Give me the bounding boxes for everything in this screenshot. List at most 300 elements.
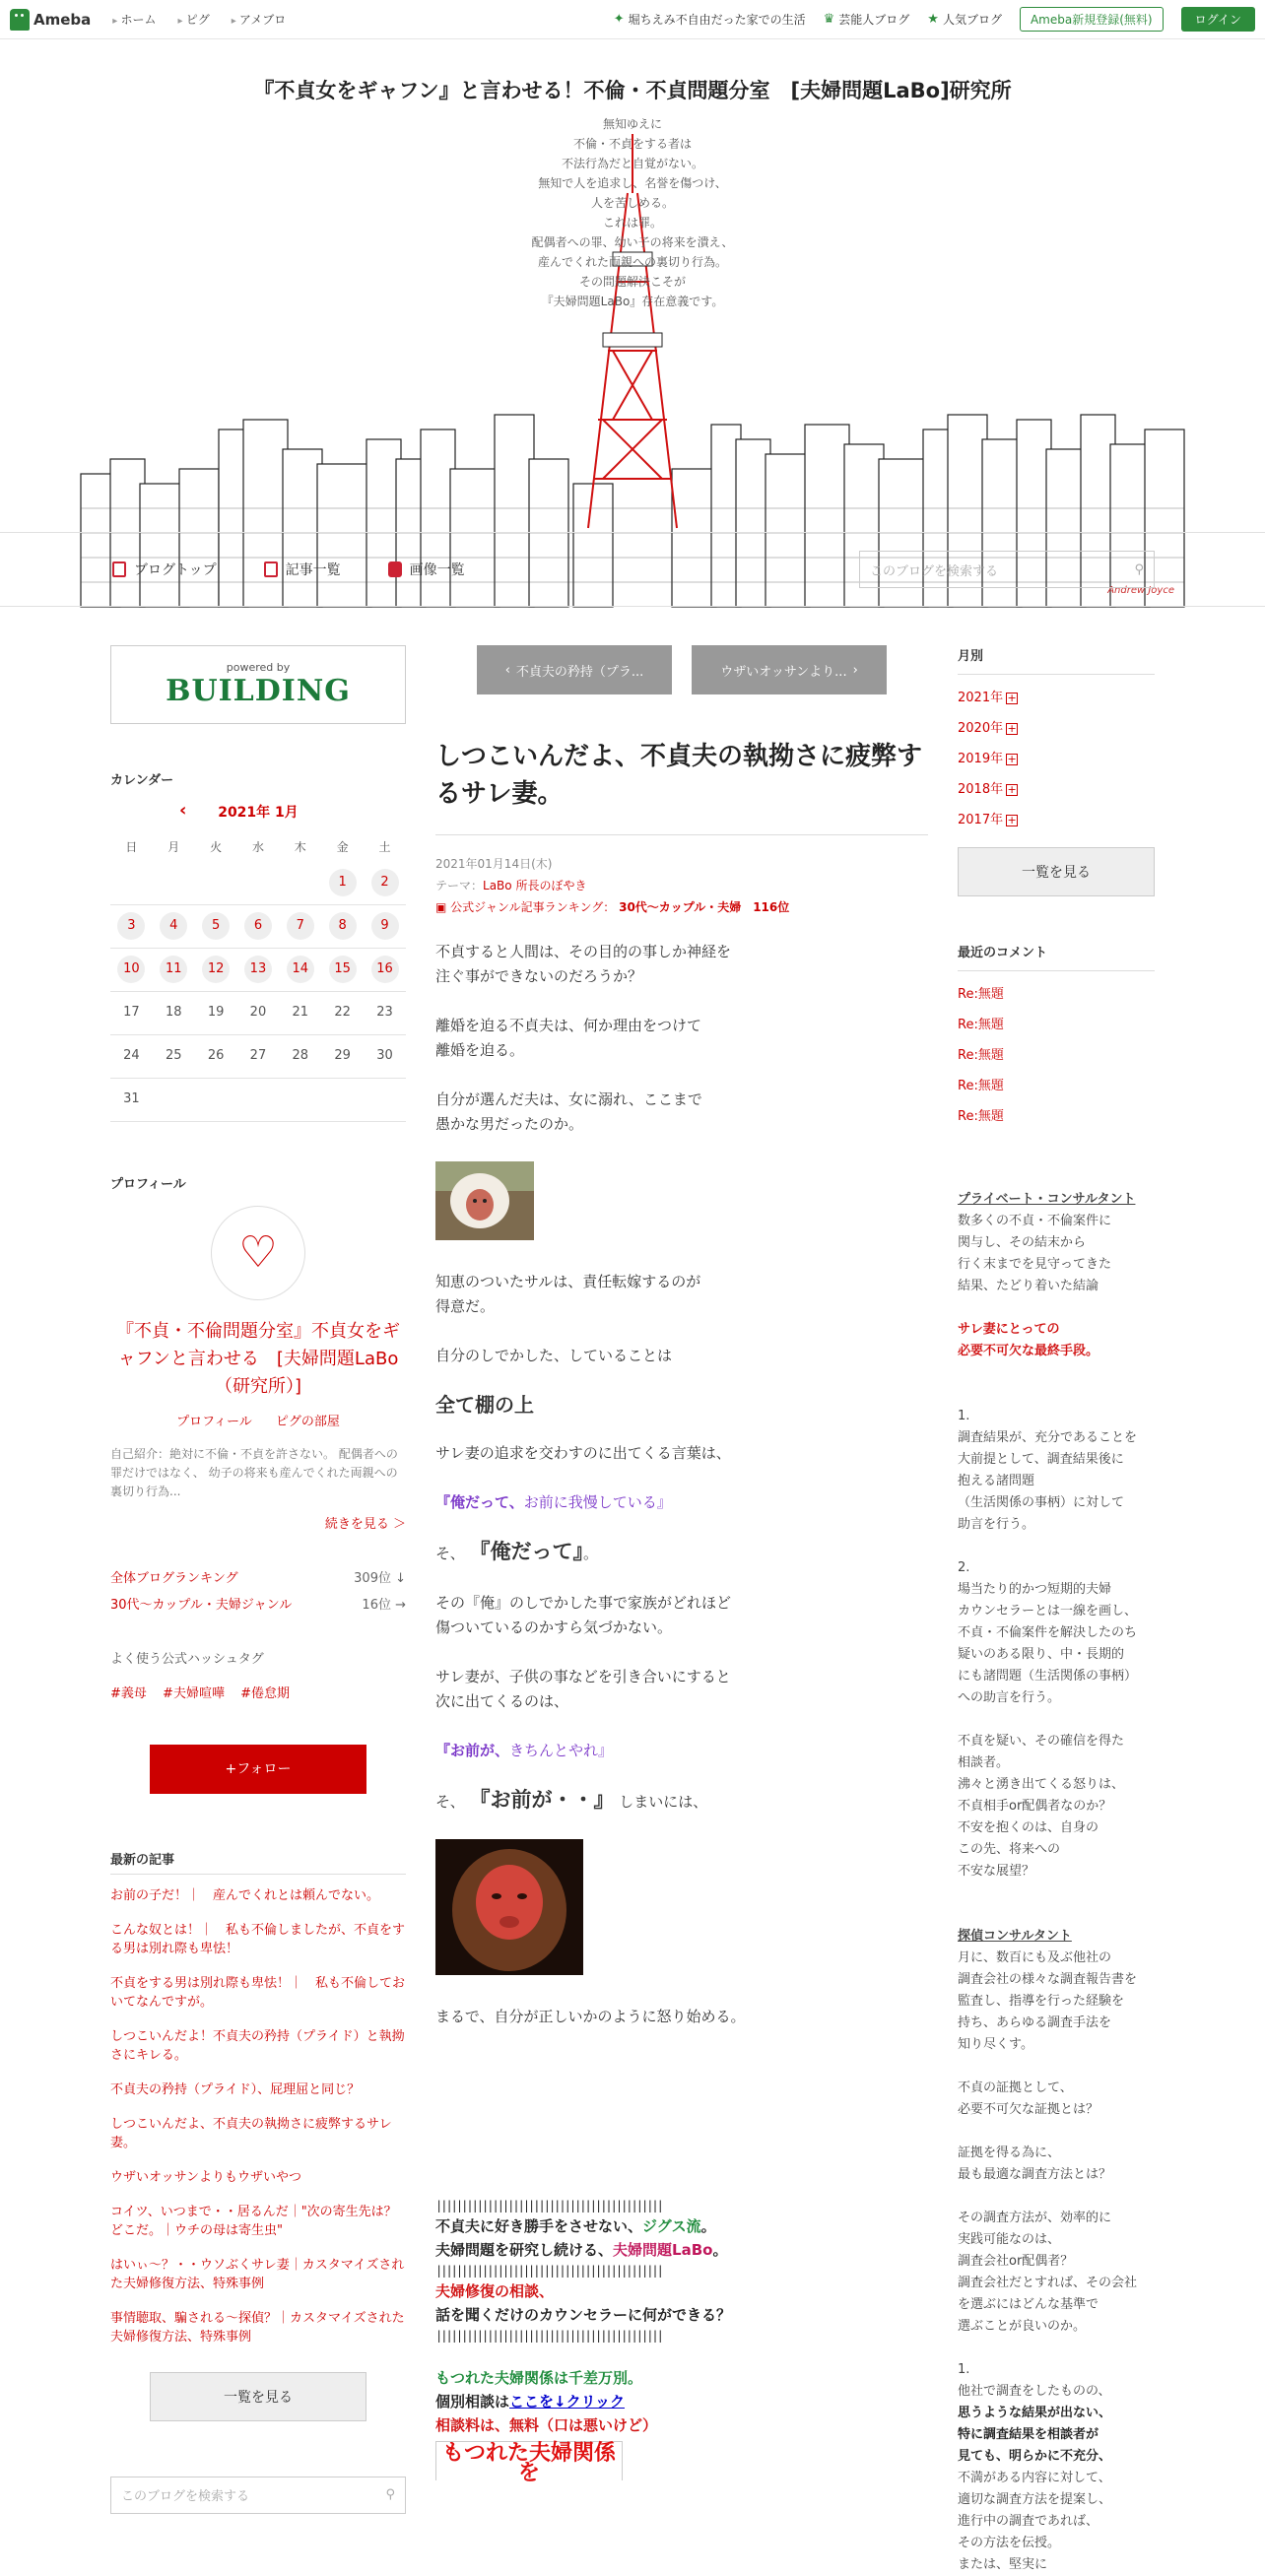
emphasis: 『俺だって』	[469, 1540, 583, 1563]
text-line: 実践可能なのは、	[958, 2232, 1061, 2247]
image-list-label: 画像一覧	[409, 562, 465, 578]
day-number: 23	[376, 1005, 393, 1020]
comment-link[interactable]: Re:無題	[958, 1079, 1004, 1093]
sidebar-search-input[interactable]	[110, 2477, 406, 2514]
trending-link[interactable]	[614, 11, 806, 28]
archive-month[interactable]	[958, 774, 1155, 805]
text-line: 助言を行う。	[958, 1517, 1035, 1532]
calendar-day	[364, 1078, 406, 1121]
text-part: そ、	[435, 1545, 465, 1562]
divider	[110, 1874, 406, 1875]
recent-post-link[interactable]: コイツ、いつまで・・居るんだ｜"次の寄生先は？どこだ。｜ウチの母は寄生虫"	[110, 2204, 397, 2238]
highlight-block	[958, 1319, 1155, 1362]
text-line: 不貞・不倫案件を解決したのち	[958, 1625, 1138, 1640]
calendar-day	[195, 861, 237, 904]
hashtag[interactable]: #倦怠期	[240, 1685, 290, 1701]
genre-ranking	[110, 1594, 406, 1613]
text-line: 選ぶことが良いのか。	[958, 2319, 1087, 2334]
genre-ranking-label[interactable]: 30代〜カップル・夫婦ジャンル	[110, 1597, 293, 1613]
weekday-label: 月	[167, 839, 180, 854]
day-number: 29	[334, 1048, 351, 1063]
day-number	[202, 867, 230, 894]
tagline-line: 『夫婦問題LaBo』存在意義です。	[541, 295, 724, 308]
calendar-day	[195, 1078, 237, 1121]
text-line: サレ妻が、子供の事などを引き合いにすると	[435, 1668, 731, 1685]
red-faced-monkey-photo[interactable]	[435, 1839, 583, 1975]
text-line: 抱える諸問題	[958, 1474, 1035, 1488]
text-line: 見ても、明らかに不充分、	[958, 2449, 1112, 2464]
text-line: 最も最適な調査方法とは？	[958, 2167, 1112, 2182]
blog-nav	[0, 532, 1265, 607]
hashtag[interactable]: #夫婦喧嘩	[163, 1685, 225, 1701]
plus-icon[interactable]: +	[1007, 782, 1017, 796]
promo-line	[435, 2238, 928, 2262]
left-sidebar	[110, 645, 406, 2514]
text-line: 数多くの不貞・不倫案件に	[958, 1214, 1112, 1228]
calendar-day	[237, 1078, 280, 1121]
header-right	[614, 7, 1255, 32]
consultant-info	[958, 1189, 1155, 2576]
calendar-day[interactable]	[237, 948, 280, 991]
plus-icon[interactable]: +	[1007, 813, 1017, 826]
calendar-week	[110, 991, 406, 1034]
quote	[435, 1490, 928, 1515]
read-more-link[interactable]: 続きを見る ＞	[324, 1516, 406, 1532]
paragraph: 自分のしでかした、していることは	[435, 1347, 673, 1364]
tagline-line: 不法行為だと自覚がない。	[561, 157, 703, 170]
text-line: 調査会社の様々な調査報告書を	[958, 1972, 1138, 1987]
day-number: 17	[123, 1005, 140, 1020]
text-line: 不貞の証拠として、	[958, 2081, 1073, 2095]
text-line: 不貞を疑い、その確信を得た	[958, 1734, 1125, 1749]
article-date: 2021年01月14日(木)	[435, 857, 553, 871]
calendar-day[interactable]	[321, 948, 364, 991]
calendar-day	[279, 1078, 321, 1121]
paragraph	[435, 940, 928, 989]
text-line: または、堅実に	[958, 2557, 1048, 2572]
divider	[958, 970, 1155, 971]
ranking-label: 公式ジャンル記事ランキング：	[450, 900, 616, 914]
pigg-room-link[interactable]: ピグの部屋	[275, 1414, 340, 1429]
calendar-day[interactable]	[279, 904, 321, 948]
highlight-block	[958, 2403, 1155, 2468]
article-list-link[interactable]	[264, 560, 341, 579]
recent-post-link[interactable]: お前の子だ！｜ 産んでくれとは頼んでない。	[110, 1887, 380, 1903]
day-number: 6	[244, 912, 272, 940]
text-line: 調査会社or配偶者？	[958, 2254, 1074, 2269]
private-consultant-heading: プライベート・コンサルタント	[958, 1192, 1136, 1207]
celeb-blog-link[interactable]	[824, 11, 910, 28]
calendar-day[interactable]	[237, 904, 280, 948]
calendar-day	[237, 861, 280, 904]
paragraph: まるで、自分が正しいかのように怒り始める。	[435, 2008, 746, 2025]
day-number	[117, 867, 145, 894]
profile-description: 自己紹介：絶対に不倫・不貞を許さない。 配偶者への罪だけではなく、 幼子の将来も産んでくれた両親への裏切り行為...	[110, 1446, 398, 1498]
plus-icon[interactable]: +	[1007, 721, 1017, 735]
avatar[interactable]	[211, 1206, 305, 1300]
day-number: 31	[123, 1091, 140, 1106]
article-title[interactable]: しつこいんだよ、不貞夫の執拗さに疲弊するサレ妻。	[435, 742, 923, 809]
day-number: 21	[292, 1005, 309, 1020]
text-line: 不貞相手or配偶者なのか？	[958, 1799, 1112, 1814]
calendar-day	[110, 991, 153, 1034]
calendar-day	[195, 1034, 237, 1078]
text-line: 不満がある内容に対して、	[958, 2471, 1111, 2485]
text-line: 不安を抱くのは、自身の	[958, 1820, 1099, 1835]
day-number: 27	[249, 1048, 267, 1063]
day-number: 28	[292, 1048, 309, 1063]
calendar-month: 2021年 1月	[218, 805, 299, 821]
heart-icon: ♡	[238, 1226, 278, 1278]
text-line: 沸々と湧き出てくる怒りは、	[958, 1777, 1125, 1792]
calendar-grid	[110, 831, 406, 1122]
text-line: 結果、たどり着いた結論	[958, 1279, 1099, 1293]
comment-link[interactable]: Re:無題	[958, 987, 1004, 1002]
theme-label: テーマ：	[435, 879, 484, 892]
image-list-link[interactable]	[388, 560, 465, 579]
month-label: 2019年	[958, 752, 1004, 766]
genre-ranking-value: 16位 →	[362, 1597, 406, 1613]
day-number: 18	[165, 1005, 182, 1020]
tagline-line: これは罪。	[602, 216, 662, 230]
ranking-link[interactable]: 30代〜カップル・夫婦 116位	[619, 900, 790, 914]
text-line: 相談者。	[958, 1755, 1010, 1770]
copy-icon	[264, 561, 278, 577]
sparkle-icon: ✦	[613, 12, 625, 27]
paragraph	[435, 1540, 928, 1566]
calendar-day	[237, 991, 280, 1034]
text-block	[958, 2468, 1155, 2576]
article	[435, 645, 928, 2485]
quote-text: お前に我慢している』	[523, 1493, 672, 1511]
promo-line: もつれた夫婦関係は千差万別。	[435, 2369, 643, 2387]
calendar-day	[321, 1034, 364, 1078]
calendar-day	[153, 1078, 195, 1121]
day-number: 1	[329, 869, 357, 896]
recent-post-link[interactable]: 不貞夫の矜持（プライド）、屁理屈と同じ？	[110, 2081, 361, 2097]
spacer	[435, 2054, 928, 2197]
day-number: 19	[207, 1005, 225, 1020]
recent-posts-list	[110, 1879, 406, 2354]
text-line: 証拠を得る為に、	[958, 2146, 1061, 2160]
register-button[interactable]: Ameba新規登録(無料)	[1020, 7, 1164, 32]
day-number: 15	[329, 956, 357, 983]
paragraph	[435, 1788, 928, 1815]
day-number	[160, 1084, 187, 1111]
text-line: 必要不可欠な最終手段。	[958, 1344, 1099, 1358]
weekday-label: 火	[210, 839, 223, 854]
day-number: 22	[334, 1005, 351, 1020]
day-number	[202, 1084, 230, 1111]
day-number: 26	[207, 1048, 225, 1063]
calendar-day[interactable]	[153, 904, 195, 948]
article-body	[435, 940, 928, 2485]
calendar-day[interactable]	[364, 948, 406, 991]
overall-ranking-label[interactable]: 全体ブログランキング	[110, 1570, 238, 1586]
recent-post-link[interactable]: しつこいんだよ、不貞夫の執拗さに疲弊するサレ妻。	[110, 2116, 392, 2150]
text-part: 夫婦問題を研究し続ける、	[435, 2241, 614, 2259]
day-number: 9	[371, 912, 399, 940]
calendar-day[interactable]	[110, 904, 153, 948]
profile-title: プロフィール	[110, 1176, 186, 1192]
weekday-label: 水	[251, 839, 264, 854]
article-list-label: 記事一覧	[285, 562, 341, 578]
text-line: 次に出てくるのは、	[435, 1692, 569, 1710]
calendar-day[interactable]	[110, 948, 153, 991]
calendar-week	[110, 904, 406, 948]
chevron-left-icon: ‹	[504, 662, 510, 678]
text-line: 場当たり的かつ短期的夫婦	[958, 1582, 1112, 1597]
text-line: 1.	[958, 1409, 970, 1423]
text-line: 疑いのある限り、中・長期的	[958, 1647, 1125, 1662]
recent-comments-title: 最近のコメント	[958, 946, 1048, 960]
text-part: 夫婦問題LaBo	[613, 2241, 713, 2259]
text-line: 調査結果が、充分であることを	[958, 1430, 1138, 1445]
login-button[interactable]: ログイン	[1181, 7, 1255, 32]
popular-blog-link[interactable]	[927, 11, 1002, 28]
theme-link[interactable]: LaBo 所長のぼやき	[483, 879, 587, 892]
text-block	[958, 1731, 1155, 1882]
day-number: 10	[117, 956, 145, 983]
text-line: 得意だ。	[435, 1297, 496, 1315]
calendar-day	[279, 991, 321, 1034]
text-line: 思うような結果が出ない、	[958, 2406, 1112, 2420]
calendar-day	[110, 861, 153, 904]
text-line: 監査し、指導を行った経験を	[958, 1994, 1125, 2009]
calendar-day	[279, 861, 321, 904]
day-number	[244, 867, 272, 894]
text-line: 他社で調査をしたものの、	[958, 2384, 1111, 2399]
quote-bold: 『お前が、	[435, 1742, 510, 1759]
calendar-day[interactable]	[321, 904, 364, 948]
calendar-week	[110, 948, 406, 991]
text-block	[958, 1211, 1155, 1297]
text-line: 知り尽くす。	[958, 2037, 1033, 2052]
blog-search-input[interactable]	[859, 551, 1155, 588]
text-line: 特に調査結果を相談者が	[958, 2427, 1099, 2442]
calendar-day	[153, 991, 195, 1034]
text-line: を選ぶにはどんな基準で	[958, 2297, 1099, 2312]
blog-tagline	[0, 114, 1265, 311]
search-icon[interactable]: ⚲	[385, 2487, 395, 2502]
plus-icon[interactable]: +	[1007, 752, 1017, 765]
text-line: 知恵のついたサルは、責任転嫁するのが	[435, 1273, 701, 1290]
promo-line	[435, 2214, 928, 2238]
text-line: カウンセラーとは一線を画し、	[958, 1604, 1138, 1618]
text-line: 不貞すると人間は、その目的の事しか神経を	[435, 943, 732, 960]
archive-list-button[interactable]: 一覧を見る	[958, 847, 1155, 896]
text-line: その『俺』のしでかした事で家族がどれほど	[435, 1594, 732, 1612]
calendar-day	[110, 1078, 153, 1121]
blog-title[interactable]: 『不貞女をギャフン』と言わせる！不倫・不貞問題分室 [夫婦問題LaBo]研究所	[253, 79, 1012, 102]
text-line: 離婚を迫る不貞夫は、何か理由をつけて	[435, 1017, 702, 1034]
day-number: 30	[376, 1048, 393, 1063]
text-part: 個別相談は	[435, 2393, 510, 2411]
paragraph	[435, 1088, 928, 1137]
recent-post-link[interactable]: 不貞をする男は別れ際も卑怯！｜ 私も不倫しておいてなんですが。	[110, 1975, 406, 2010]
text-part: 。	[712, 2241, 728, 2259]
tagline-line: 産んでくれた両親への裏切り行為。	[537, 255, 727, 269]
tagline-line: 人を苦しめる。	[590, 196, 674, 210]
profile-links	[110, 1411, 406, 1429]
search-placeholder: このブログを検索する	[870, 563, 999, 579]
document-icon	[112, 561, 126, 577]
day-number	[329, 1084, 357, 1111]
text-block	[958, 1406, 1155, 1536]
plus-icon[interactable]: +	[1007, 691, 1017, 704]
text-part: しまいには、	[619, 1793, 708, 1811]
ameba-logo-icon	[10, 9, 30, 31]
next-article-label: ウザいオッサンより...	[720, 664, 847, 680]
follow-button[interactable]: +フォロー	[150, 1745, 366, 1794]
spacer	[435, 2345, 928, 2366]
text-line: その方法を伝授。	[958, 2536, 1061, 2550]
calendar-day	[279, 1034, 321, 1078]
nav-home[interactable]: ▸ ホーム	[112, 11, 156, 28]
day-number: 11	[160, 956, 187, 983]
recent-post-link[interactable]: しつこいんだよ！不貞夫の矜持（プライド）と執拗さにキレる。	[110, 2028, 405, 2063]
consultation-banner[interactable]: もつれた夫婦関係を	[435, 2441, 623, 2480]
next-article-button[interactable]	[692, 645, 887, 694]
promo-line: 相談料は、無料（口は悪いけど）	[435, 2416, 658, 2434]
calendar-day	[321, 1078, 364, 1121]
powered-by-building-banner[interactable]	[110, 645, 406, 724]
text-line: 1.	[958, 2362, 970, 2377]
day-number: 7	[287, 912, 314, 940]
weekday-label: 木	[294, 839, 306, 854]
chevron-left-icon[interactable]: ‹	[179, 800, 187, 821]
recent-post-link[interactable]: 事情聴取、騙される〜探偵？｜カスタマイズされた夫婦修復方法、特殊事例	[110, 2310, 405, 2345]
day-number: 4	[160, 912, 187, 940]
profile-name[interactable]: 『不貞・不倫問題分室』不貞女をギャフンと言わせる [夫婦問題LaBo（研究所）]	[116, 1320, 400, 1397]
weekday-label: 土	[378, 839, 391, 854]
brand-name: Ameba	[33, 10, 92, 29]
blog-top-link[interactable]	[112, 560, 217, 579]
day-number: 16	[371, 956, 399, 983]
hashtag[interactable]: #義母	[110, 1685, 147, 1701]
section-heading: 全て棚の上	[435, 1393, 534, 1417]
recent-post-link[interactable]: ウザいオッサンよりもウザいやつ	[110, 2169, 301, 2185]
paragraph	[435, 1270, 928, 1319]
nav-ameblo[interactable]: ▸ アメブロ	[232, 11, 286, 28]
paragraph	[435, 1591, 928, 1640]
divider-line: ||||||||||||||||||||||||||||||||||||||||||||	[435, 2329, 662, 2343]
day-number	[287, 1084, 314, 1111]
calendar-day[interactable]	[321, 861, 364, 904]
text-line: 進行中の調査であれば、	[958, 2514, 1099, 2529]
day-number: 25	[165, 1048, 182, 1063]
article-pager	[477, 645, 928, 694]
comment-link[interactable]: Re:無題	[958, 1018, 1004, 1032]
hashtag-title: よく使う公式ハッシュタグ	[110, 1651, 264, 1667]
text-line: その調査方法が、効率的に	[958, 2211, 1112, 2225]
text-part: 。	[700, 2217, 716, 2235]
recent-post-link[interactable]: こんな奴とは！｜ 私も不倫しましたが、不貞をする男は別れ際も卑怯！	[110, 1922, 406, 1956]
profile-link[interactable]: プロフィール	[176, 1414, 252, 1429]
hashtag-list	[110, 1683, 406, 1701]
calendar-day	[364, 991, 406, 1034]
blog-top-label: ブログトップ	[134, 562, 217, 578]
text-block	[958, 2143, 1155, 2186]
calendar-day[interactable]	[195, 948, 237, 991]
paragraph	[435, 1014, 928, 1063]
text-line: 不安な展望？	[958, 1864, 1035, 1879]
emphasis: 『お前が・・』	[469, 1788, 615, 1812]
tagline-line: 無知ゆえに	[602, 117, 662, 131]
promo-line	[435, 2390, 928, 2413]
popular-blog-label: 人気ブログ	[942, 13, 1002, 27]
text-line: 必要不可欠な証拠とは？	[958, 2102, 1099, 2117]
recent-list-button[interactable]: 一覧を見る	[150, 2372, 366, 2421]
tagline-line: 不倫・不貞をする者は	[572, 137, 692, 151]
quote-text: きちんとやれ』	[509, 1742, 614, 1759]
tagline-line: その問題解決こそが	[578, 275, 686, 289]
comment-link[interactable]: Re:無題	[958, 1048, 1004, 1063]
calendar-day[interactable]	[195, 904, 237, 948]
text-line: 持ち、あらゆる調査手法を	[958, 2015, 1112, 2030]
calendar-week	[110, 1034, 406, 1078]
prev-article-button[interactable]	[477, 645, 672, 694]
calendar-day	[153, 861, 195, 904]
tagline-line: 無知で人を追求し、名誉を傷つけ、	[538, 176, 727, 190]
archive-month[interactable]	[958, 713, 1155, 744]
text-part: 。	[582, 1545, 598, 1562]
text-part: 不貞夫に好き勝手をさせない、	[435, 2217, 643, 2235]
text-block	[958, 2078, 1155, 2121]
weekday-label: 金	[336, 839, 349, 854]
calendar-day[interactable]	[364, 861, 406, 904]
text-part: ジグス流	[642, 2217, 701, 2235]
monthly-archive-title: 月別	[958, 649, 984, 664]
white-monkey-photo[interactable]	[435, 1161, 534, 1240]
day-number: 3	[117, 912, 145, 940]
text-line: 離婚を迫る。	[435, 1041, 525, 1059]
day-number: 14	[287, 956, 314, 983]
calendar-day[interactable]	[153, 948, 195, 991]
text-line: 傷ついているのかすら気づかない。	[435, 1618, 673, 1636]
archive-month[interactable]	[958, 744, 1155, 774]
archive-month[interactable]	[958, 683, 1155, 713]
search-placeholder: このブログを検索する	[121, 2489, 250, 2504]
day-number	[160, 867, 187, 894]
text-line: にも諸問題（生活関係の事柄）	[958, 1669, 1138, 1684]
calendar-day[interactable]	[279, 948, 321, 991]
promo-line: 話を聞くだけのカウンセラーに何ができる？	[435, 2306, 732, 2324]
text-line: 調査会社だとすれば、その会社	[958, 2276, 1138, 2290]
month-label: 2021年	[958, 691, 1004, 705]
text-line: 行く末までを見守ってきた	[958, 1257, 1112, 1272]
illustration-credit: Andrew Joyce	[1107, 585, 1174, 596]
ameba-logo[interactable]	[10, 9, 91, 31]
month-label: 2020年	[958, 721, 1004, 736]
text-line: 自分が選んだ夫は、女に溺れ、ここまで	[435, 1090, 702, 1108]
month-label: 2017年	[958, 813, 1004, 827]
paragraph: サレ妻の追求を交わすのに出てくる言葉は、	[435, 1444, 731, 1462]
text-part: そ、	[435, 1793, 465, 1811]
calendar-day	[237, 1034, 280, 1078]
calendar-day	[110, 1034, 153, 1078]
recent-post-link[interactable]: はいぃ〜？・・ウソぶくサレ妻｜カスタマイズされた夫婦修復方法、特殊事例	[110, 2257, 405, 2291]
search-icon[interactable]: ⚲	[1134, 561, 1144, 577]
consultation-link[interactable]: ここを↓クリック	[509, 2393, 625, 2411]
nav-pigg[interactable]: ▸ ピグ	[178, 11, 210, 28]
calendar-day[interactable]	[364, 904, 406, 948]
archive-month[interactable]	[958, 805, 1155, 835]
comment-link[interactable]: Re:無題	[958, 1109, 1004, 1124]
divider	[958, 674, 1155, 675]
day-number: 13	[244, 956, 272, 983]
paragraph	[435, 1665, 928, 1714]
